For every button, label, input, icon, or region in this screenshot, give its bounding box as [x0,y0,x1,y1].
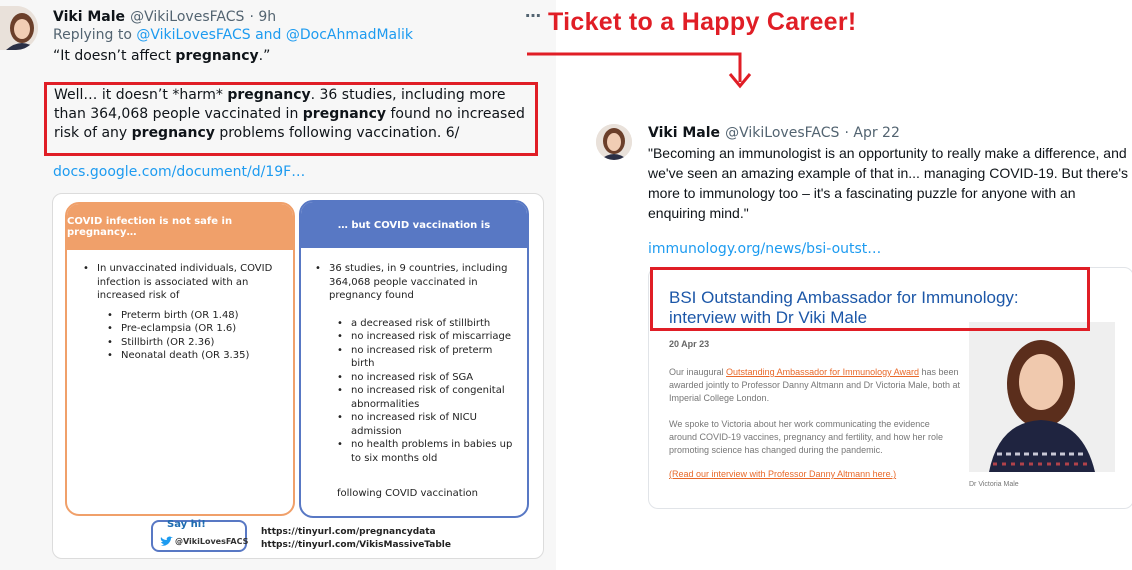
infection-intro-text: In unvaccinated individuals, COVID infection is associated with an increased risk of [97,263,273,301]
tweet-link[interactable]: docs.google.com/document/d/19F… [53,164,306,180]
avatar-photo-icon [596,124,632,160]
article-paragraph-1 [669,366,969,405]
list-item: • no increased risk of SGA [337,371,518,385]
author-name[interactable]: Viki Male [648,125,721,141]
author-handle[interactable]: @VikiLovesFACS [725,125,840,141]
vaccination-card-title: … but COVID vaccination is [301,202,527,248]
body-text: . 36 studies, including more than 364,068 people vaccinated in [54,87,506,122]
list-item: • no increased risk of congenital abnormalities [337,384,518,411]
body-bold: pregnancy [302,106,387,122]
url-massive-table: https://tinyurl.com/VikisMassiveTable [261,540,451,550]
body-text: found no increased risk of any [54,106,525,141]
twitter-bird-icon [159,536,173,548]
list-item: • no increased risk of miscarriage [337,330,518,344]
author-handle[interactable]: @VikiLovesFACS [130,9,245,25]
infection-card [65,202,295,516]
award-link[interactable]: Outstanding Ambassador for Immunology Award [726,367,919,377]
vaccination-footer: following COVID vaccination [337,488,478,499]
infection-risks [97,309,281,363]
article-date: 20 Apr 23 [669,339,710,349]
p1-text: Our inaugural [669,367,727,377]
tweet-header [53,6,276,25]
list-item: • Preterm birth (OR 1.48) [97,309,281,323]
say-hi-handle: @VikiLovesFACS [175,537,249,546]
vaccination-intro-text: 36 studies, in 9 countries, including 364,068 people vaccinated in pregnancy found [329,263,508,301]
banner-title: Ticket to a Happy Career! [548,8,857,36]
reply-and: and [255,27,282,43]
say-hi-badge [151,520,247,552]
portrait-photo [969,322,1115,472]
list-item: • no increased risk of preterm birth [337,344,518,371]
photo-caption: Dr Victoria Male [969,481,1019,488]
body-bold: pregnancy [227,87,311,103]
avatar-photo-icon [0,6,38,50]
infographic-urls [261,526,451,552]
vaccination-card [299,200,529,518]
tweet-body [54,86,534,143]
body-text: problems following vaccination. 6/ [214,125,460,141]
avatar[interactable] [0,6,38,50]
infection-list [81,262,281,363]
say-hi-label: Say hi! [167,519,206,530]
tweet-time[interactable]: · 9h [249,9,277,25]
list-item: • Stillbirth (OR 2.36) [97,336,281,350]
replying-to [53,27,413,43]
quote-bold: pregnancy [175,48,259,64]
body-bold: pregnancy [131,125,215,141]
more-icon[interactable]: … [525,2,541,21]
infection-card-title: COVID infection is not safe in pregnancy… [67,204,293,250]
article-paragraph-2: We spoke to Victoria about her work communicating the evidence around COVID-19 vaccines, pregnancy and fertility, and how her role promoting science has changed during the pandemic. [669,419,943,455]
list-item: • no increased risk of NICU admission [337,411,518,438]
reply-mention-2[interactable]: @DocAhmadMalik [285,27,414,43]
vaccination-findings [329,317,518,466]
article-title[interactable]: BSI Outstanding Ambassador for Immunology: interview with Dr Viki Male [669,288,1019,327]
altmann-link-text[interactable]: (Read our interview with Professor Danny Altmann here.) [669,469,897,479]
reply-mention-1[interactable]: @VikiLovesFACS [136,27,251,43]
replying-label: Replying to [53,27,132,43]
altmann-interview-link[interactable] [669,468,896,481]
quote-post: .” [258,48,271,64]
avatar[interactable] [596,124,632,160]
list-item: • Neonatal death (OR 3.35) [97,349,281,363]
list-item: • Pre-eclampsia (OR 1.6) [97,322,281,336]
quote-pre: “It doesn’t affect [53,48,176,64]
right-tweet-link[interactable]: immunology.org/news/bsi-outst… [648,241,882,257]
body-text: Well… it doesn’t *harm* [54,87,228,103]
list-item: • no health problems in babies up to six months old [337,438,518,465]
vaccination-intro [313,262,518,465]
right-tweet-header [648,122,900,141]
author-name[interactable]: Viki Male [53,9,126,25]
infographic-image[interactable] [52,193,544,559]
infection-intro [81,262,281,363]
article-title-highlight [650,267,1090,331]
quoted-line [53,47,270,66]
url-pregnancy-data: https://tinyurl.com/pregnancydata [261,527,436,537]
tweet-time[interactable]: · Apr 22 [844,125,900,141]
p1-text: has been awarded jointly to Professor Danny Altmann and Dr Victoria Male, both at Imperial College London. [669,367,960,403]
vaccination-list [313,262,518,465]
red-arrow-icon [527,42,767,92]
right-tweet-body: "Becoming an immunologist is an opportunity to really make a difference, and we've seen an amazing example of that in... managing COVID-19. But there's more to immunology too – it's a fascinating puzzle for anyone with an enquiring mind." [648,145,1129,221]
portrait-icon [969,322,1115,472]
list-item: • a decreased risk of stillbirth [337,317,518,331]
